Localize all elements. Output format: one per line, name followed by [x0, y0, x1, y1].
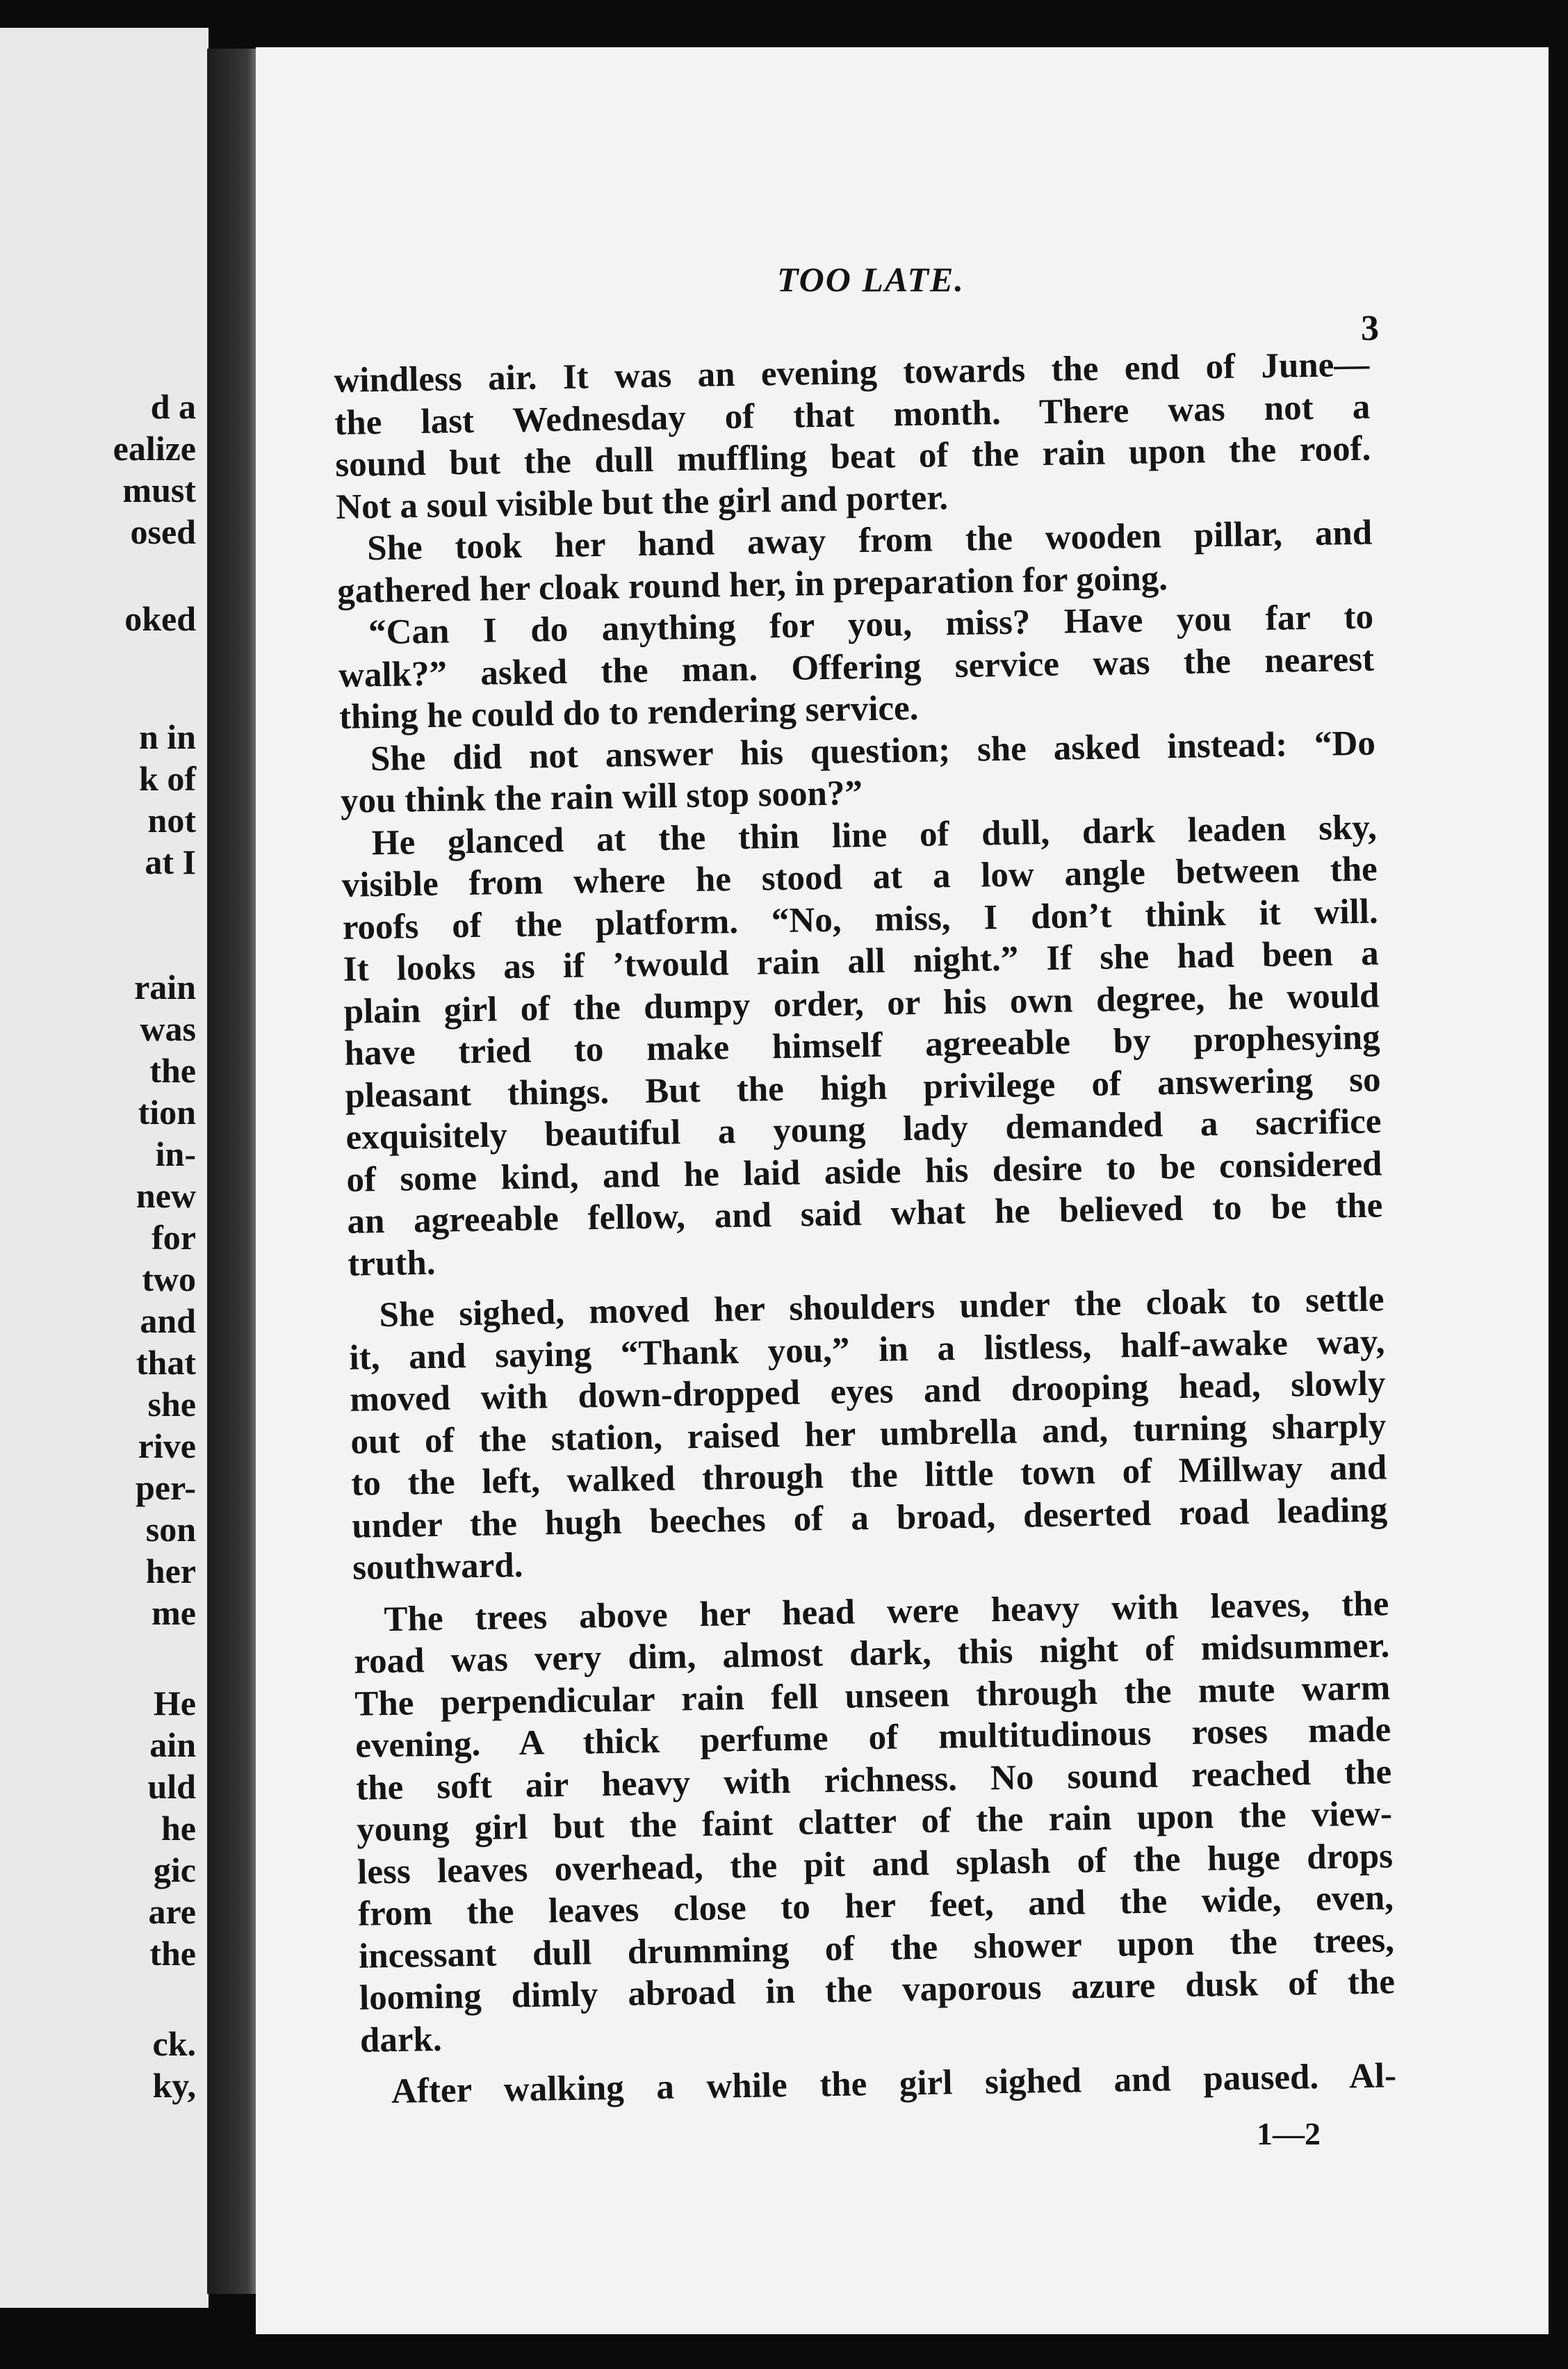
text-line: out of the station, raised her umbrella and, turning sharply: [350, 1406, 1387, 1462]
previous-page: [0, 28, 209, 2308]
text-line: dark.: [359, 2019, 443, 2060]
previous-page-fragment: osed: [130, 512, 196, 551]
text-line: thing he could do to rendering service.: [338, 688, 919, 737]
text-line: After walking a while the girl sighed and paused. Al-: [391, 2056, 1397, 2111]
previous-page-fragment: rain: [134, 968, 196, 1007]
text-line: gathered her cloak round her, in preparation for going.: [336, 558, 1168, 611]
text-line: under the hugh beeches of a broad, deserted road leading: [351, 1490, 1388, 1546]
text-line: have tried to make himself agreeable by prophesying: [344, 1018, 1380, 1073]
page-number: 3: [1361, 309, 1379, 348]
previous-page-fragment: son: [145, 1510, 196, 1549]
text-line: the last Wednesday of that month. There was not a: [334, 387, 1371, 443]
text-line: to the left, walked through the little town of Millway and: [350, 1448, 1387, 1504]
previous-page-fragment: new: [136, 1176, 196, 1215]
text-line: roofs of the platform. “No, miss, I don’t think it will.: [342, 891, 1379, 947]
previous-page-fragment: ck.: [152, 2024, 196, 2063]
previous-page-fragment: ain: [149, 1725, 196, 1764]
previous-page-fragment: she: [147, 1385, 196, 1424]
previous-page-fragment: per-: [136, 1468, 196, 1507]
previous-page-fragment: tion: [138, 1093, 196, 1132]
previous-page-fragment: oked: [124, 599, 196, 638]
previous-page-fragment: n in: [138, 717, 196, 756]
page-gutter: [207, 49, 261, 2294]
previous-page-fragment: at I: [145, 842, 196, 881]
previous-page-fragment: d a: [150, 387, 196, 426]
text-line: She took her hand away from the wooden pillar, and: [366, 513, 1373, 569]
previous-page-fragment: the: [149, 1934, 196, 1973]
previous-page-fragment: are: [148, 1892, 196, 1931]
previous-page-fragment: uld: [147, 1767, 196, 1806]
previous-page-fragment: rive: [138, 1426, 196, 1465]
previous-page-fragment: that: [136, 1343, 196, 1382]
text-line: from the leaves close to her feet, and the wide, even,: [357, 1878, 1394, 1934]
previous-page-fragment: not: [147, 801, 196, 840]
text-line: Not a soul visible but the girl and porter.: [335, 478, 949, 527]
text-line: visible from where he stood at a low angle between the: [341, 849, 1378, 905]
text-line: evening. A thick perfume of multitudinous roses made: [354, 1710, 1391, 1766]
text-line: it, and saying “Thank you,” in a listless, half-awake way,: [349, 1321, 1385, 1378]
text-line: She sighed, moved her shoulders under the cloak to settle: [379, 1280, 1385, 1335]
text-line: “Can I do anything for you, miss? Have you far to: [368, 597, 1374, 653]
text-line: moved with down-dropped eyes and drooping head, slowly: [350, 1364, 1386, 1419]
text-line: truth.: [347, 1243, 436, 1284]
text-line: She did not answer his question; she asked instead: “Do: [370, 724, 1376, 779]
signature-mark: 1—2: [1257, 2116, 1321, 2151]
previous-page-fragment: the: [149, 1051, 196, 1090]
text-line: looming dimly abroad in the vaporous azure dusk of the: [359, 1962, 1396, 2018]
text-line: less leaves overhead, the pit and splash of the huge drops: [357, 1836, 1394, 1892]
text-line: southward.: [352, 1545, 523, 1588]
previous-page-fragment: and: [140, 1301, 196, 1340]
running-head: TOO LATE.: [777, 260, 965, 299]
previous-page-fragment: k of: [139, 759, 196, 798]
previous-page-fragment: her: [145, 1552, 196, 1590]
previous-page-fragment: ealize: [113, 429, 196, 468]
text-line: the soft air heavy with richness. No sound reached the: [355, 1752, 1392, 1808]
text-line: sound but the dull muffling beat of the rain upon the roof.: [334, 429, 1371, 485]
text-line: young girl but the faint clatter of the rain upon the view-: [356, 1794, 1393, 1850]
previous-page-fragment: gic: [153, 1850, 196, 1889]
text-line: walk?” asked the man. Offering service was the nearest: [338, 640, 1375, 695]
previous-page-fragment: He: [153, 1684, 196, 1723]
previous-page-fragment: two: [142, 1260, 196, 1299]
text-line: He glanced at the thin line of dull, dark leaden sky,: [371, 808, 1378, 863]
text-line: incessant dull drumming of the shower upon the trees,: [358, 1920, 1395, 1976]
text-line: pleasant things. But the high privilege of answering so: [345, 1059, 1381, 1116]
text-line: plain girl of the dumpy order, or his own degree, he would: [343, 975, 1380, 1032]
text-line: an agreeable fellow, and said what he believed to be the: [347, 1186, 1383, 1242]
text-line: The perpendicular rain fell unseen through the mute warm: [354, 1668, 1391, 1724]
previous-page-fragment: me: [152, 1593, 196, 1632]
book-page: [256, 47, 1549, 2334]
previous-page-fragment: must: [122, 471, 196, 510]
body-text: [334, 344, 1396, 2114]
text-line: road was very dim, almost dark, this night of midsummer.: [353, 1626, 1390, 1682]
text-line: It looks as if ’twould rain all night.” If she had been a: [343, 934, 1380, 989]
previous-page-fragment: for: [152, 1218, 196, 1257]
previous-page-fragment: ky,: [152, 2066, 196, 2105]
text-line: exquisitely beautiful a young lady demanded a sacrifice: [345, 1102, 1382, 1157]
previous-page-fragment: was: [140, 1009, 196, 1048]
previous-page-fragment: he: [161, 1809, 196, 1848]
text-line: The trees above her head were heavy with leaves, the: [384, 1584, 1389, 1639]
text-line: windless air. It was an evening towards the end of June—: [334, 345, 1370, 400]
text-line: of some kind, and he laid aside his desire to be considered: [346, 1143, 1382, 1200]
previous-page-fragment: in-: [155, 1134, 196, 1173]
text-line: you think the rain will stop soon?”: [340, 774, 863, 821]
